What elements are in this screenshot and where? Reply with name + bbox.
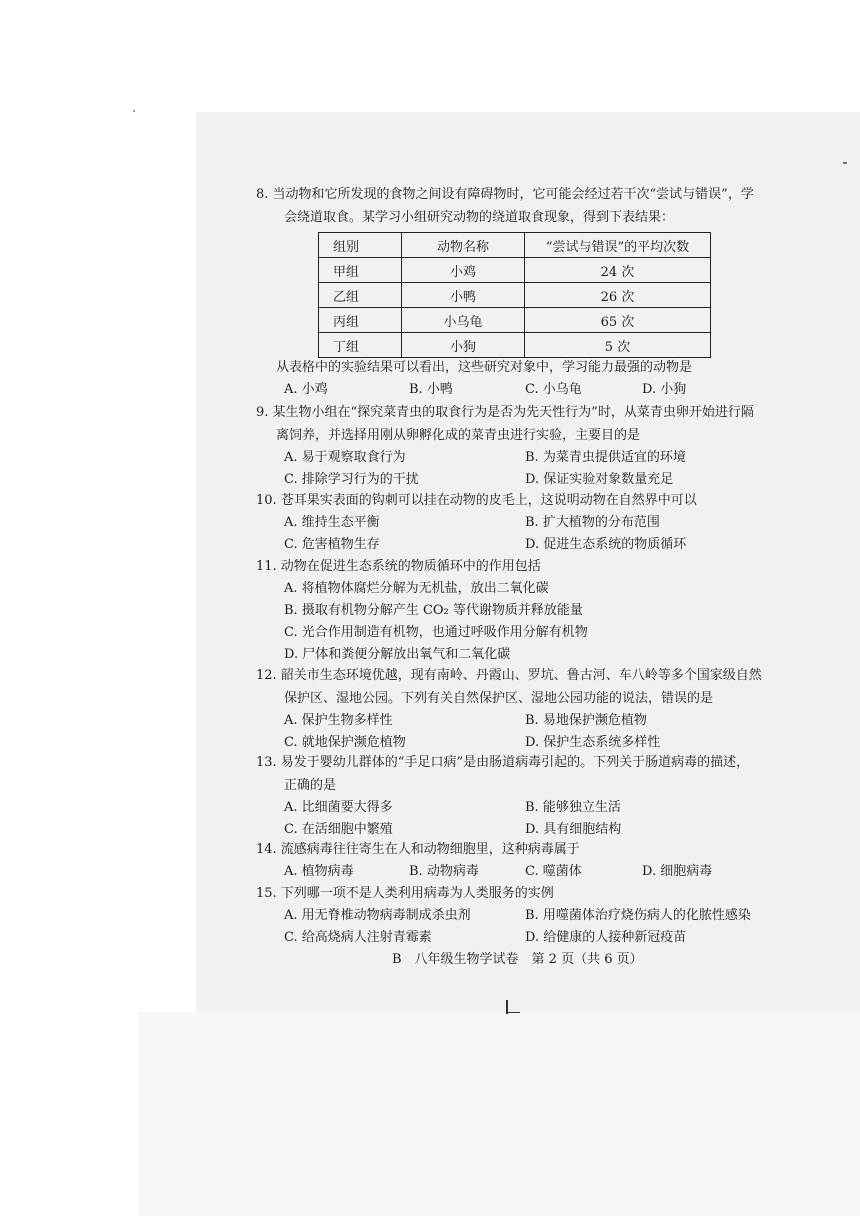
option-c: C. 危害植物生存 (284, 537, 380, 552)
table-cell: 26 次 (525, 283, 711, 308)
q8-stem-line1: 8. 当动物和它所发现的食物之间设有障碍物时，它可能会经过若干次“尝试与错误”，学 (256, 187, 754, 202)
question-9 (256, 401, 786, 491)
option-c: C. 在活细胞中繁殖 (284, 822, 393, 837)
option-c: C. 光合作用制造有机物，也通过呼吸作用分解有机物 (284, 625, 588, 640)
option-d: D. 保证实验对象数量充足 (525, 472, 674, 487)
q11-option-a-row (256, 578, 786, 600)
option-d: D. 保护生态系统多样性 (525, 735, 661, 750)
q15-stem: 15. 下列哪一项不是人类利用病毒为人类服务的实例 (256, 886, 554, 901)
option-a: A. 用无脊椎动物病毒制成杀虫剂 (284, 908, 471, 923)
q11-option-b-row (256, 600, 786, 622)
table-cell: 24 次 (525, 258, 711, 283)
option-d: D. 小狗 (642, 382, 687, 397)
option-a: A. 保护生物多样性 (284, 713, 393, 728)
q9-stem-line1: 9. 某生物小组在“探究菜青虫的取食行为是否为先天性行为”时，从菜青虫卵开始进行隔 (256, 405, 754, 420)
question-12 (256, 664, 786, 754)
table-header-cell: “尝试与错误”的平均次数 (525, 233, 711, 258)
table-row (319, 283, 711, 308)
option-a: A. 维持生态平衡 (284, 515, 380, 530)
option-b: B. 动物病毒 (409, 864, 479, 879)
question-10 (256, 489, 786, 556)
option-a: A. 比细菌要大得多 (284, 800, 393, 815)
option-d: D. 尸体和粪便分解放出氧气和二氧化碳 (284, 647, 511, 662)
q10-options-row2 (256, 534, 786, 556)
q11-stem: 11. 动物在促进生态系统的物质循环中的作用包括 (256, 559, 541, 574)
table-cell: 小狗 (402, 333, 525, 358)
option-c: C. 给高烧病人注射青霉素 (284, 930, 432, 945)
option-c: C. 小乌龟 (525, 382, 582, 397)
q8-options (256, 379, 786, 401)
option-c: C. 噬菌体 (525, 864, 582, 879)
option-b: B. 摄取有机物分解产生 CO₂ 等代谢物质并释放能量 (284, 603, 583, 618)
table-row (319, 333, 711, 358)
question-14 (256, 838, 786, 883)
table-header-cell: 组别 (319, 233, 402, 258)
question-11 (256, 555, 786, 666)
table-cell: 小乌龟 (402, 308, 525, 333)
q13-stem-line1: 13. 易发于婴幼儿群体的“手足口病”是由肠道病毒引起的。下列关于肠道病毒的描述， (256, 755, 750, 770)
q9-options-row1 (256, 447, 786, 469)
table-row (319, 308, 711, 333)
q10-stem: 10. 苍耳果实表面的钩刺可以挂在动物的皮毛上，这说明动物在自然界中可以 (256, 493, 697, 508)
option-b: B. 能够独立生活 (525, 800, 621, 815)
q8-stem-line2: 会绕道取食。某学习小组研究动物的绕道取食现象，得到下表结果： (284, 210, 675, 225)
table-header-cell: 动物名称 (402, 233, 525, 258)
q8-after-text: 从表格中的实验结果可以看出，这些研究对象中，学习能力最强的动物是 (276, 360, 693, 375)
q8-result-table (318, 232, 711, 358)
q15-options-row2 (256, 927, 786, 949)
q11-option-c-row (256, 622, 786, 644)
option-b: B. 小鸭 (409, 382, 453, 397)
q15-options-row1 (256, 905, 786, 927)
table-cell: 甲组 (319, 258, 402, 283)
q12-stem-line2: 保护区、湿地公园。下列有关自然保护区、湿地公园功能的说法，错误的是 (284, 691, 714, 706)
table-cell: 5 次 (525, 333, 711, 358)
q14-options (256, 861, 786, 883)
scan-speck (133, 110, 135, 112)
table-header-row (319, 233, 711, 258)
option-a: A. 小鸡 (284, 382, 328, 397)
q12-options-row1 (256, 710, 786, 732)
option-a: A. 易于观察取食行为 (284, 450, 406, 465)
question-13 (256, 751, 786, 841)
q14-stem: 14. 流感病毒往往寄生在人和动物细胞里，这种病毒属于 (256, 842, 580, 857)
option-b: B. 用噬菌体治疗烧伤病人的化脓性感染 (525, 908, 751, 923)
option-d: D. 促进生态系统的物质循环 (525, 537, 687, 552)
question-8 (256, 183, 786, 229)
table-cell: 小鸭 (402, 283, 525, 308)
q9-stem-line2: 离饲养，并选择用刚从卵孵化成的菜青虫进行实验，主要目的是 (276, 428, 641, 443)
q9-options-row2 (256, 469, 786, 491)
option-a: A. 将植物体腐烂分解为无机盐，放出二氧化碳 (284, 581, 549, 596)
page-footer: B 八年级生物学试卷 第 2 页（共 6 页） (392, 952, 643, 967)
q13-options-row1 (256, 797, 786, 819)
option-d: D. 具有细胞结构 (525, 822, 622, 837)
option-c: C. 就地保护濒危植物 (284, 735, 406, 750)
option-b: B. 易地保护濒危植物 (525, 713, 647, 728)
q12-stem-line1: 12. 韶关市生态环境优越，现有南岭、丹霞山、罗坑、鲁古河、车八岭等多个国家级自然 (256, 668, 762, 683)
option-a: A. 植物病毒 (284, 864, 354, 879)
option-b: B. 扩大植物的分布范围 (525, 515, 660, 530)
option-d: D. 细胞病毒 (642, 864, 713, 879)
table-cell: 丁组 (319, 333, 402, 358)
option-b: B. 为菜青虫提供适宜的环境 (525, 450, 686, 465)
scan-mark (506, 1012, 520, 1013)
scan-speck (843, 162, 847, 164)
table-row (319, 258, 711, 283)
question-8-followup (256, 356, 786, 401)
q11-option-d-row (256, 644, 786, 666)
table-cell: 乙组 (319, 283, 402, 308)
option-c: C. 排除学习行为的干扰 (284, 472, 419, 487)
table-cell: 65 次 (525, 308, 711, 333)
q13-stem-line2: 正确的是 (284, 778, 337, 793)
q10-options-row1 (256, 512, 786, 534)
table-cell: 丙组 (319, 308, 402, 333)
table-cell: 小鸡 (402, 258, 525, 283)
option-d: D. 给健康的人接种新冠疫苗 (525, 930, 687, 945)
question-15 (256, 882, 786, 949)
